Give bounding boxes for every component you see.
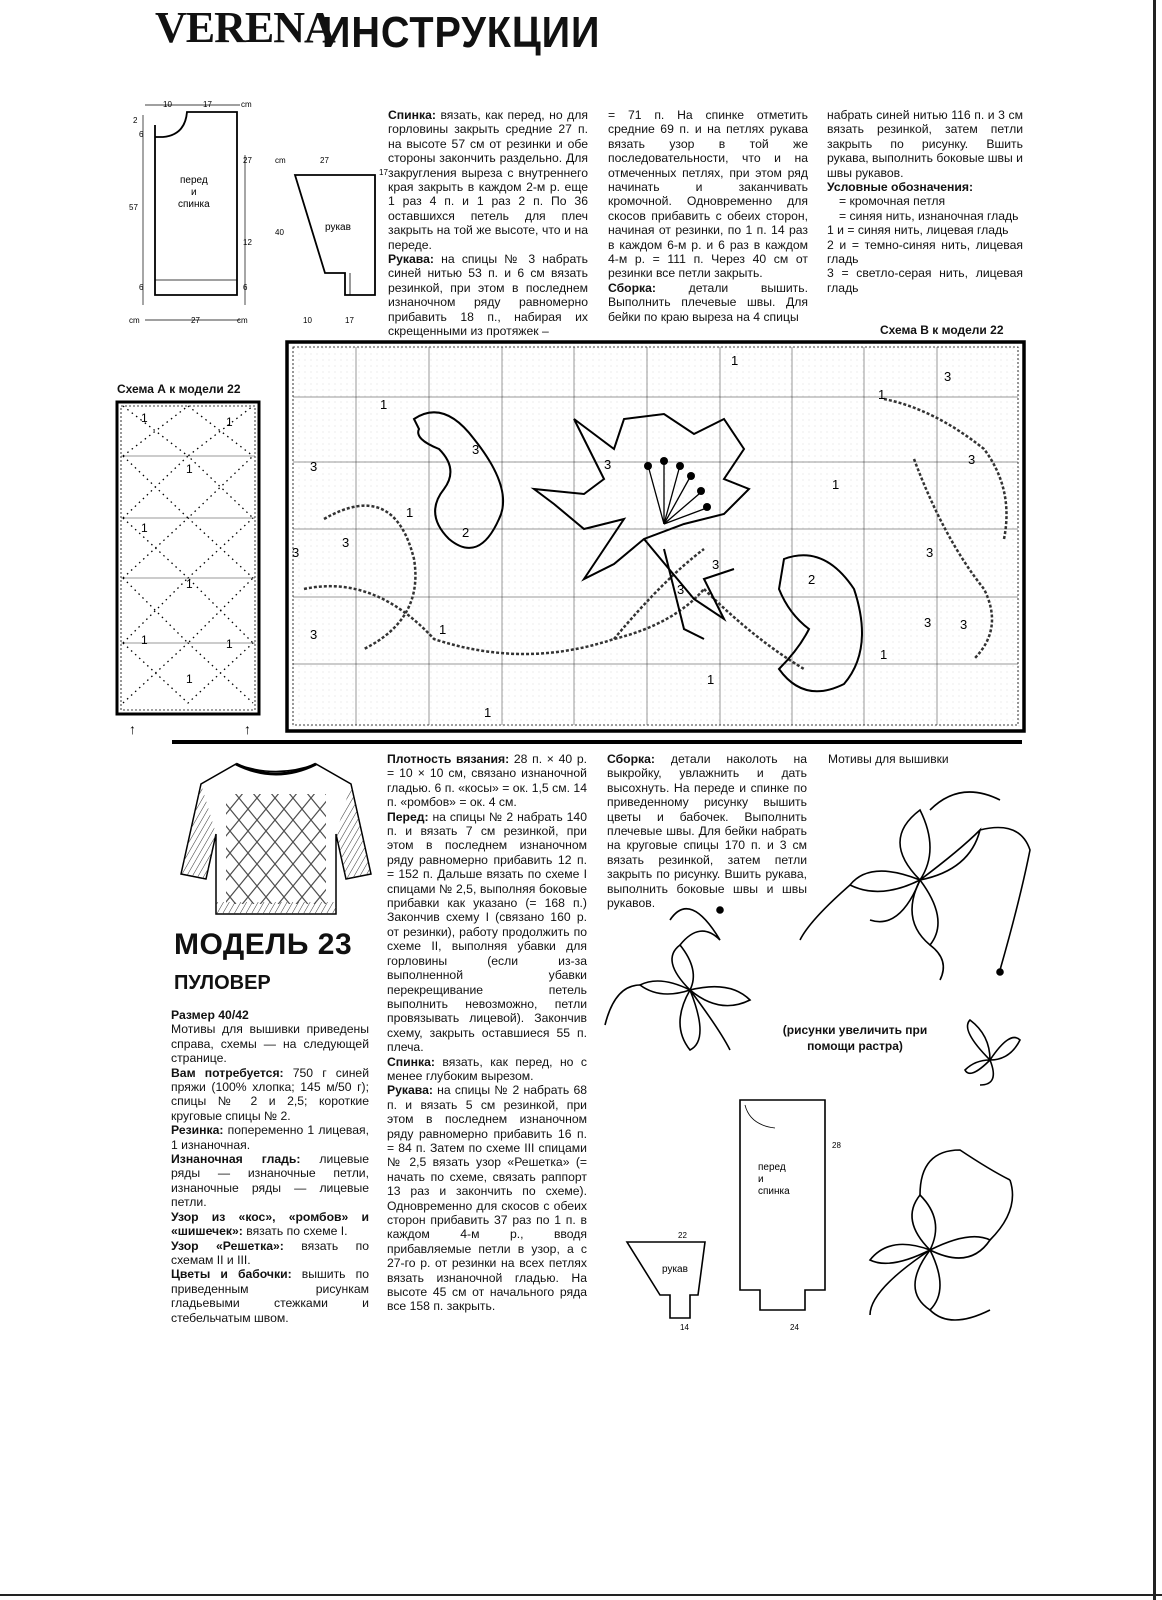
scheme-b-label-8: 1 [832, 477, 840, 492]
purl-head: Изнаночная гладь: [171, 1152, 301, 1167]
sleeve-head: Рукава: [387, 1083, 433, 1098]
page-edge-bottom [0, 1594, 1162, 1596]
dim-8: 12 [243, 238, 252, 247]
density-head: Плотность вязания: [387, 752, 510, 766]
dim-2: cm [241, 100, 252, 109]
butterfly-motif-icon [965, 1020, 1020, 1085]
scheme-a-label-7: 1 [226, 637, 233, 651]
scheme-b-label-13: 3 [342, 535, 350, 550]
scheme-b-label-22: 3 [968, 452, 976, 467]
front-label-1: перед [180, 175, 208, 186]
scheme-a-title: Схема А к модели 22 [117, 382, 241, 396]
legend-2: 1 и = синяя нить, лицевая гладь [827, 223, 1009, 238]
legend-1: = синяя нить, изнаночная гладь [839, 208, 1019, 223]
brand-logo: VERENA [155, 3, 335, 52]
scheme-b-label-10: 2 [808, 572, 816, 587]
dim-3: 2 [133, 116, 138, 125]
bottom-dim-0: 22 [678, 1231, 687, 1240]
scheme-b-label-9: 2 [462, 525, 470, 540]
scheme-b-label-1: 1 [731, 353, 739, 368]
back: вязать, как перед, но с менее глубоким вырезом. [387, 1054, 587, 1083]
page-title: ИНСТРУКЦИИ [322, 8, 601, 57]
scheme-b-label-23: 3 [944, 369, 952, 384]
col3-text [827, 108, 1023, 295]
bottom-front-label-1: перед [758, 1162, 786, 1173]
col1-p2: на спицы № 3 набрать синей нитью 53 п. и 6 см вязать резинкой, при этом в последнем изнаночном ряду равномерно прибавить 18 п., набирая их скрещенными из протяжек – [388, 252, 588, 339]
pattern-head: Узор из «кос», «ромбов» и «шишечек»: [171, 1209, 369, 1239]
page-edge-right [1153, 0, 1156, 1600]
dim-16: 10 [303, 316, 312, 325]
col3-p1: набрать синей нитью 116 п. и 3 см вязать резинкой, затем петли закрыть по рисунку. Вшить рукава, выполнить боковые швы и швы рукавов. [827, 108, 1023, 180]
col1-text [388, 108, 588, 339]
dim-1: 17 [203, 100, 212, 109]
col1-p2-head: Рукава: [388, 252, 434, 267]
bottom-dim-1: 28 [832, 1141, 841, 1150]
dim-7: 27 [320, 156, 329, 165]
scheme-b-chart [284, 339, 1027, 735]
model-title: МОДЕЛЬ 23 [174, 928, 353, 961]
flowers: вышить по приведенным рисункам гладьевыми стежками и стебельчатым швом. [171, 1267, 369, 1325]
need-head: Вам потребуется: [171, 1065, 284, 1080]
scheme-b-label-2: 1 [878, 387, 886, 402]
section-divider [172, 740, 1022, 744]
dim-13: cm [129, 316, 140, 325]
schematic-model-22 [125, 95, 390, 335]
scheme-b-label-11: 3 [310, 459, 318, 474]
rib: попеременно 1 лицевая, 1 изнаночная. [171, 1123, 369, 1152]
col1-p1: вязать, как перед, но для горловины закрыть средние 27 п. на высоте 57 см от резинки и обе стороны закончить раздельно. Для закругления выреза с внутреннего края закрыть в каждом 2-м р. еще 1 раз 4 п. и 1 раз 2 п. По 36 оставшихся петель для плеч закрыть на той же высоте, что и на переде. [388, 108, 588, 252]
legend-3: 2 и = темно-синяя нить, лицевая гладь [827, 237, 1023, 267]
assembly-head: Сборка: [607, 752, 655, 766]
intro: Мотивы для вышивки приведены справа, схемы — на следующей странице. [171, 1022, 369, 1066]
bottom-sleeve-label: рукав [662, 1264, 688, 1275]
legend-heading: Условные обозначения: [827, 180, 974, 195]
dim-15: cm [237, 316, 248, 325]
embroidery-motifs [600, 770, 1040, 1330]
scheme-b-label-5: 1 [707, 672, 715, 687]
scheme-a-label-6: 1 [186, 672, 193, 686]
back-head: Спинка: [387, 1054, 435, 1069]
scheme-b-label-4: 1 [439, 622, 447, 637]
left-col-text [171, 1008, 369, 1325]
dim-4: 6 [139, 130, 144, 139]
legend-4: 3 = светло-серая нить, лицевая гладь [827, 266, 1023, 295]
rib-head: Резинка: [171, 1123, 224, 1138]
dim-0: 10 [163, 100, 172, 109]
arrow-up-right-icon: ↑ [244, 721, 251, 736]
dim-6: 27 [243, 156, 252, 165]
scheme-b-label-17: 3 [712, 557, 720, 572]
front-head: Перед: [387, 809, 429, 824]
col2-p2-head: Сборка: [608, 280, 656, 295]
scheme-a-chart [113, 398, 265, 736]
scheme-b-label-7: 1 [880, 647, 888, 662]
legend-0: = кромочная петля [839, 194, 946, 209]
pattern: вязать по схеме I. [242, 1224, 348, 1239]
col2-p1: = 71 п. На спинке отметить средние 69 п. и на петлях рукава вязать узор в той же последовательности, что и на отмеченных петлях, при этом ряд начинать и заканчивать кромочной. Одновременно для скосов прибавить с обеих сторон, начиная от резинки, по 1 п. 14 раз в каждом 6-м р. и 6 раз в каждом 4-м р. = 111 п. Через 40 см от резинки все петли закрыть. [608, 108, 808, 281]
bottom-front-label-3: спинка [758, 1186, 790, 1197]
flower-motif-3-icon [870, 1150, 1013, 1320]
scheme-b-label-18: 3 [677, 582, 685, 597]
dim-10: 17 [379, 168, 388, 177]
col2-p2: детали вышить. Выполнить плечевые швы. Для бейки по краю выреза на 4 спицы [608, 280, 808, 324]
size-label: Размер 40/42 [171, 1008, 249, 1022]
scheme-a-label-0: 1 [141, 411, 148, 425]
col1-p1-head: Спинка: [388, 108, 436, 122]
sleeve-label: рукав [325, 222, 351, 233]
sleeve: на спицы № 2 набрать 68 п. и вязать 5 см резинкой, при этом в последнем изнаночном ряду равномерно прибавить 16 п. = 84 п. Затем по схеме III спицами № 2,5 вязать узор «Решетка» (= начать по схеме, связать раппорт 13 раз и закончить по схеме). Одновременно для скосов с обеих сторон прибавить 37 раз по 1 п. в каждом 4-м р., вводя прибавляемые петли в узор, а с 27-го р. от резинки на всех петлях вязать изнаночной гладью. На высоте 45 см от начального ряда все 158 п. закрыть. [387, 1083, 587, 1314]
grid-head: Узор «Решетка»: [171, 1238, 284, 1253]
density: 28 п. × 40 р. = 10 × 10 см, связано изнаночной гладью. 6 п. «косы» = ок. 1,5 см. 14 п. «ромбов» = ок. 4 см. [387, 752, 587, 810]
assembly: детали наколоть на выкройку, увлажнить и дать высохнуть. На переде и спинке по приведенному рисунку вышить цветы и бабочек. Выполнить плечевые швы. Для бейки набрать на круговые спицы 170 п. и 3 см вязать резинкой, затем петли закрыть по рисунку. Вшить рукава, выполнить боковые швы и швы рукавов. [607, 752, 807, 911]
scheme-b-label-3: 1 [406, 505, 414, 520]
scheme-b-label-19: 3 [926, 545, 934, 560]
scheme-a-label-2: 1 [186, 462, 193, 476]
scheme-a-label-5: 1 [141, 633, 148, 647]
need: 750 г синей пряжи (100% хлопка; 145 м/50 г); спицы № 2 и 2,5; короткие круговые спицы № 2. [171, 1065, 370, 1123]
dim-14: 27 [191, 316, 200, 325]
dim-17: 17 [345, 316, 354, 325]
dimension-labels [129, 100, 388, 325]
col2-text [608, 108, 808, 324]
scheme-b-label-12: 3 [292, 545, 300, 560]
dim-11: 6 [139, 283, 144, 292]
scheme-a-label-3: 1 [141, 521, 148, 535]
model-subtitle: ПУЛОВЕР [174, 972, 271, 994]
bottom-pattern-pieces [627, 1100, 825, 1318]
bottom-dim-2: 24 [790, 1323, 799, 1330]
purl: лицевые ряды — изнаночные петли, изнаночные ряды — лицевые петли. [171, 1152, 369, 1210]
flower-motif-1-icon [800, 792, 1030, 980]
scheme-b-title: Схема В к модели 22 [880, 323, 1004, 337]
scheme-b-label-21: 3 [960, 617, 968, 632]
scheme-b-label-0: 1 [380, 397, 388, 412]
front-label-2: и [191, 187, 197, 198]
dim-12: 6 [243, 283, 248, 292]
grid: вязать по схемам II и III. [171, 1238, 369, 1267]
scheme-b-label-20: 3 [924, 615, 932, 630]
scheme-b-label-16: 3 [604, 457, 612, 472]
front: на спицы № 2 набрать 140 п. и вязать 7 см резинкой, при этом в последнем изнаночном ряду равномерно прибавить 12 п. = 152 п. Дальше вязать по схеме I спицами № 2,5, выполняя боковые прибавки как указано (= 168 п.) Закончив схему I (связано 160 р. от резинки), работу продолжить по схеме II, выполняя убавки для горловины (если из-за выполненной убавки перекрещивание петель выполнить невозможно, петли провязывать лицевой). Закончив схему, закрыть оставшиеся 55 п. плеча. [387, 809, 587, 1055]
mid-col-text [387, 752, 587, 1314]
motifs-title: Мотивы для вышивки [828, 752, 949, 766]
arrow-up-left-icon: ↑ [129, 721, 136, 736]
scheme-a-label-1: 1 [226, 415, 233, 429]
motifs-note: (рисунки увеличить при помощи растра) [782, 1023, 928, 1053]
dim-5: 57 [129, 203, 138, 212]
scheme-b-label-15: 3 [472, 442, 480, 457]
dim-9: 40 [275, 228, 284, 237]
bottom-dim-3: 14 [680, 1323, 689, 1330]
flowers-head: Цветы и бабочки: [171, 1267, 292, 1282]
sweater-illustration [176, 754, 376, 924]
scheme-b-label-14: 3 [310, 627, 318, 642]
front-label-3: спинка [178, 199, 210, 210]
dim-18: cm [275, 156, 286, 165]
scheme-a-label-4: 1 [186, 577, 193, 591]
bottom-front-label-2: и [758, 1174, 764, 1185]
scheme-b-label-6: 1 [484, 705, 492, 720]
flower-motif-2-icon [605, 907, 750, 1050]
